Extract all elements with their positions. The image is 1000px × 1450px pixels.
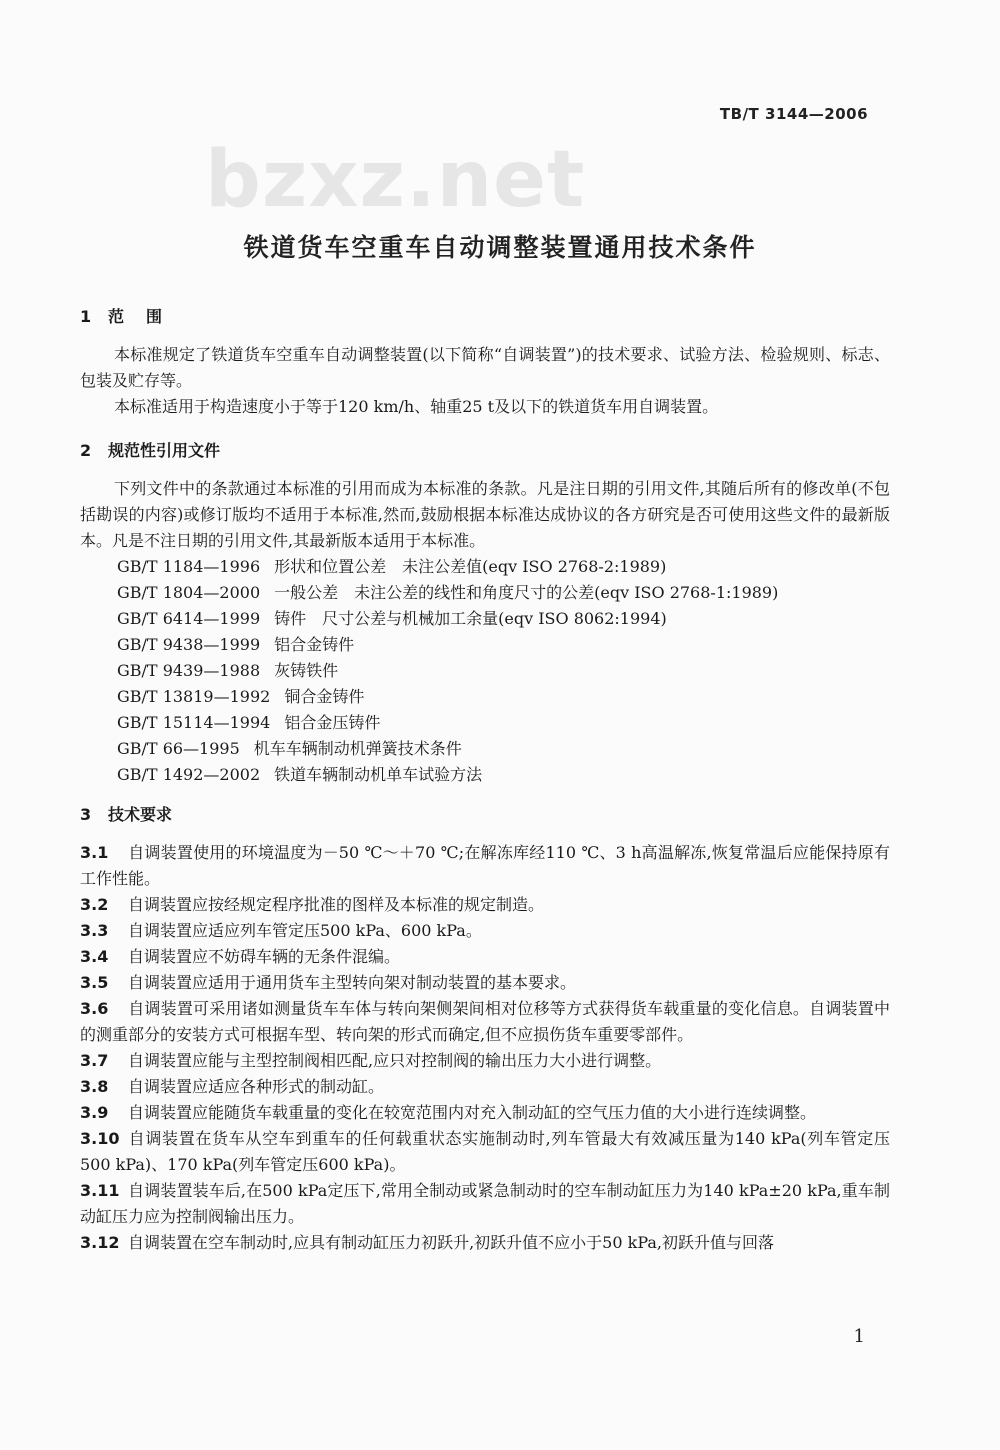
clause-text: 自调装置应适应列车管定压500 kPa、600 kPa。 [128,921,482,940]
clause-text: 自调装置应不妨碍车辆的无条件混编。 [128,947,401,966]
reference-code: GB/T 1492—2002 [117,765,261,784]
section-2-heading [80,438,890,464]
clause-item [80,1178,890,1230]
reference-name: 形状和位置公差 未注公差值(eqv ISO 2768-2:1989) [274,557,667,576]
clause-number: 3.4 [80,947,109,966]
clause-number: 3.2 [80,895,109,914]
reference-code: GB/T 6414—1999 [117,609,261,628]
reference-name: 铸件 尺寸公差与机械加工余量(eqv ISO 8062:1994) [274,609,667,628]
clause-number: 3.6 [80,999,109,1018]
section-title: 技术要求 [108,805,173,824]
watermark: bzxz.net [205,135,586,225]
section-number: 3 [80,805,92,824]
reference-code: GB/T 66—1995 [117,739,240,758]
section-3-heading [80,802,890,828]
clause-text: 自调装置应适用于通用货车主型转向架对制动装置的基本要求。 [128,973,577,992]
clause-number: 3.11 [80,1181,120,1200]
clause-item [80,970,890,996]
clause-item [80,1230,890,1256]
reference-item [80,684,890,710]
reference-code: GB/T 9438—1999 [117,635,261,654]
section-number: 1 [80,307,92,326]
reference-item [80,606,890,632]
clause-text: 自调装置应能随货车载重量的变化在较宽范围内对充入制动缸的空气压力值的大小进行连续调整。 [128,1103,817,1122]
clause-item [80,1100,890,1126]
reference-name: 一般公差 未注公差的线性和角度尺寸的公差(eqv ISO 2768-1:1989) [274,583,779,602]
reference-list [80,554,890,788]
clause-item [80,892,890,918]
clause-number: 3.5 [80,973,109,992]
clause-text: 自调装置使用的环境温度为－50 ℃～＋70 ℃;在解冻库经110 ℃、3 h高温解冻,恢复常温后应能保持原有工作性能。 [80,843,890,888]
reference-code: GB/T 1184—1996 [117,557,261,576]
document-body [80,300,890,1256]
clause-number: 3.7 [80,1051,109,1070]
clause-item [80,918,890,944]
reference-item [80,658,890,684]
reference-item [80,554,890,580]
clause-number: 3.9 [80,1103,109,1122]
clause-number: 3.10 [80,1129,120,1148]
section-1-paragraph: 本标准规定了铁道货车空重车自动调整装置(以下简称“自调装置”)的技术要求、试验方法、检验规则、标志、包装及贮存等。 [80,345,890,390]
section-number: 2 [80,441,92,460]
clause-item [80,944,890,970]
reference-name: 机车车辆制动机弹簧技术条件 [253,739,462,758]
clause-item [80,840,890,892]
reference-item [80,736,890,762]
reference-name: 铝合金压铸件 [284,713,381,732]
clause-item [80,1048,890,1074]
reference-item [80,762,890,788]
clause-item [80,1126,890,1178]
reference-item [80,632,890,658]
section-title: 规范性引用文件 [108,441,221,460]
section-2-intro: 下列文件中的条款通过本标准的引用而成为本标准的条款。凡是注日期的引用文件,其随后所有的修改单(不包括勘误的内容)或修订版均不适用于本标准,然而,鼓励根据本标准达成协议的各方研究是否可使用这些文件的最新版本。凡是不注日期的引用文件,其最新版本适用于本标准。 [80,479,890,550]
reference-name: 铜合金铸件 [284,687,365,706]
reference-code: GB/T 15114—1994 [117,713,271,732]
clause-text: 自调装置在货车从空车到重车的任何载重状态实施制动时,列车管最大有效减压量为140 kPa(列车管定压500 kPa)、170 kPa(列车管定压600 kPa)。 [80,1129,890,1174]
clause-number: 3.8 [80,1077,109,1096]
clause-text: 自调装置装车后,在500 kPa定压下,常用全制动或紧急制动时的空车制动缸压力为140 kPa±20 kPa,重车制动缸压力应为控制阀输出压力。 [80,1181,890,1226]
clause-text: 自调装置应能与主型控制阀相匹配,应只对控制阀的输出压力大小进行调整。 [128,1051,662,1070]
reference-code: GB/T 13819—1992 [117,687,271,706]
clause-text: 自调装置在空车制动时,应具有制动缸压力初跃升,初跃升值不应小于50 kPa,初跃升值与回落 [128,1233,774,1252]
section-1-paragraph: 本标准适用于构造速度小于等于120 km/h、轴重25 t及以下的铁道货车用自调装置。 [114,397,719,416]
standard-code: TB/T 3144—2006 [719,105,868,123]
clause-text: 自调装置应按经规定程序批准的图样及本标准的规定制造。 [128,895,545,914]
clause-number: 3.1 [80,843,109,862]
reference-name: 铝合金铸件 [274,635,355,654]
section-title: 范围 [108,307,185,326]
reference-item [80,710,890,736]
reference-code: GB/T 1804—2000 [117,583,261,602]
clause-item [80,1074,890,1100]
reference-name: 铁道车辆制动机单车试验方法 [274,765,483,784]
section-1-heading [80,304,890,330]
reference-item [80,580,890,606]
clause-text: 自调装置可采用诸如测量货车车体与转向架侧架间相对位移等方式获得货车载重量的变化信息。自调装置中的测重部分的安装方式可根据车型、转向架的形式而确定,但不应损伤货车重要零部件。 [80,999,890,1044]
clause-number: 3.3 [80,921,109,940]
clause-item [80,996,890,1048]
reference-name: 灰铸铁件 [274,661,339,680]
clause-text: 自调装置应适应各种形式的制动缸。 [128,1077,385,1096]
clause-number: 3.12 [80,1233,120,1252]
reference-code: GB/T 9439—1988 [117,661,261,680]
page-number: 1 [853,1326,865,1347]
document-title: 铁道货车空重车自动调整装置通用技术条件 [243,233,757,262]
